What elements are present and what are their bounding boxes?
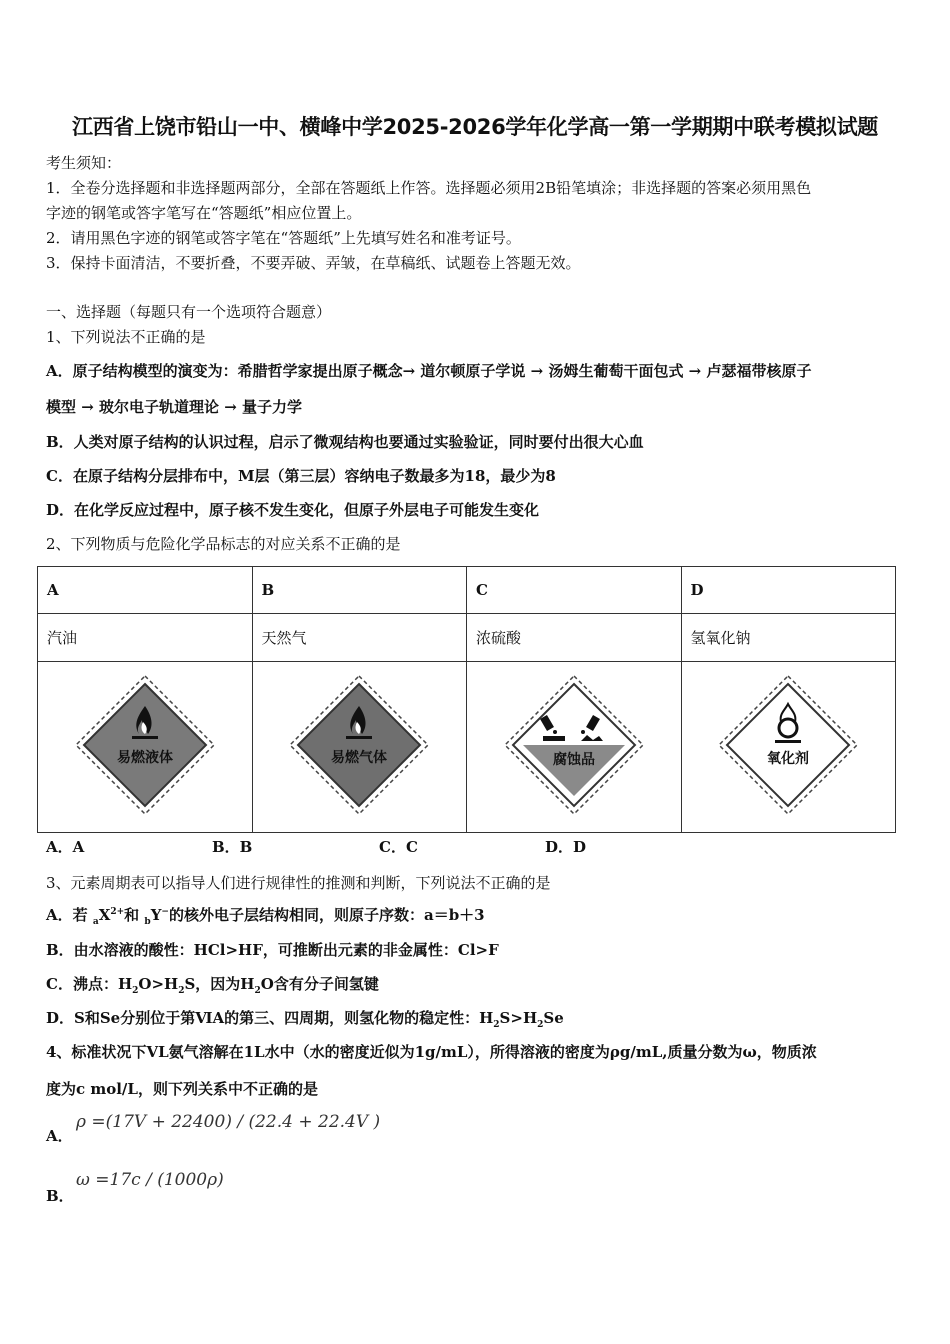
substance-cell: 浓硫酸 (467, 614, 682, 662)
substance-cell: 汽油 (38, 614, 253, 662)
q1-option-c: C．在原子结构分层排布中，M层（第三层）容纳电子数最多为18，最少为8 (46, 467, 556, 485)
q3-option-b: B．由水溶液的酸性：HCl>HF，可推断出元素的非金属性：Cl>F (46, 941, 499, 959)
q4-option-b-label: B． (46, 1187, 74, 1205)
flammable-gas-sign (284, 670, 434, 820)
sign-label: 氧化剂 (767, 751, 810, 767)
notice-item: 3．保持卡面清洁，不要折叠，不要弄破、弄皱，在草稿纸、试题卷上答题无效。 (46, 254, 581, 272)
q2-option-d: D．D (545, 838, 587, 856)
q4-option-a-label: A． (46, 1127, 73, 1145)
hazard-sign-cell (681, 662, 896, 833)
q1-option-a-cont: 模型 → 玻尔电子轨道理论 → 量子力学 (46, 398, 303, 416)
flammable-liquid-sign (70, 670, 220, 820)
q1-option-d: D．在化学反应过程中，原子核不发生变化，但原子外层电子可能发生变化 (46, 501, 540, 519)
q1-option-a: A．原子结构模型的演变为：希腊哲学家提出原子概念→ 道尔顿原子学说 → 汤姆生葡萄干面包式 → 卢瑟福带核原子 (46, 362, 812, 380)
q1-stem: 1、下列说法不正确的是 (46, 328, 206, 346)
sign-label: 易燃气体 (331, 750, 388, 766)
hazard-sign-cell (252, 662, 467, 833)
section-heading: 一、选择题（每题只有一个选项符合题意） (46, 303, 332, 321)
corrosive-sign (499, 670, 649, 820)
q4-stem-cont: 度为c mol/L，则下列关系中不正确的是 (46, 1080, 318, 1098)
q4-option-a-formula: ρ =(17V + 22400) / (22.4 + 22.4V ) (76, 1112, 381, 1132)
q2-option-b: B．B (212, 838, 253, 856)
q2-option-c: C．C (379, 838, 418, 856)
col-letter: D (681, 567, 896, 614)
hazard-sign-cell (38, 662, 253, 833)
sign-label: 易燃液体 (116, 750, 173, 766)
col-letter: C (467, 567, 682, 614)
notice-item: 1．全卷分选择题和非选择题两部分，全部在答题纸上作答。选择题必须用2B铅笔填涂；非选择题的答案必须用黑色 (46, 179, 812, 197)
q3-stem: 3、元素周期表可以指导人们进行规律性的推测和判断，下列说法不正确的是 (46, 874, 551, 892)
notice-item: 2．请用黑色字迹的钢笔或答字笔在“答题纸”上先填写姓名和准考证号。 (46, 229, 521, 247)
hazard-sign-cell (467, 662, 682, 833)
q3-option-c: C．沸点：$H_2O>H_2S$，因为$H_2O$含有分子间氢键 (46, 975, 379, 996)
oxidizer-sign (713, 670, 863, 820)
q3-option-d: D．S和Se分别位于第ⅥA的第三、四周期，则氢化物的稳定性：$H_2S>H_2Se$ (46, 1009, 564, 1030)
substance-cell: 天然气 (252, 614, 467, 662)
sign-label: 腐蚀品 (552, 752, 595, 768)
notice-heading: 考生须知： (46, 154, 122, 172)
substance-cell: 氢氧化钠 (681, 614, 896, 662)
q1-option-b: B．人类对原子结构的认识过程，启示了微观结构也要通过实验验证，同时要付出很大心血 (46, 433, 644, 451)
q3-option-a: A．若 $_aX^{2+}$和 $_b$Y−的核外电子层结构相同，则原子序数：a＝b＋3 (46, 906, 485, 927)
q2-option-a: A．A (46, 838, 85, 856)
q4-option-b-formula: ω =17c / (1000ρ) (76, 1170, 224, 1190)
col-letter: B (252, 567, 467, 614)
q2-stem: 2、下列物质与危险化学品标志的对应关系不正确的是 (46, 535, 401, 553)
q4-stem: 4、标准状况下VL氨气溶解在1L水中（水的密度近似为1g/mL），所得溶液的密度为ρg/mL,质量分数为ω，物质浓 (46, 1043, 817, 1061)
page-title: 江西省上饶市铅山一中、横峰中学2025-2026学年化学高一第一学期期中联考模拟试题 (71, 115, 878, 139)
hazard-table (37, 566, 896, 833)
col-letter: A (38, 567, 253, 614)
notice-item: 字迹的钢笔或答字笔写在“答题纸”相应位置上。 (46, 204, 362, 222)
